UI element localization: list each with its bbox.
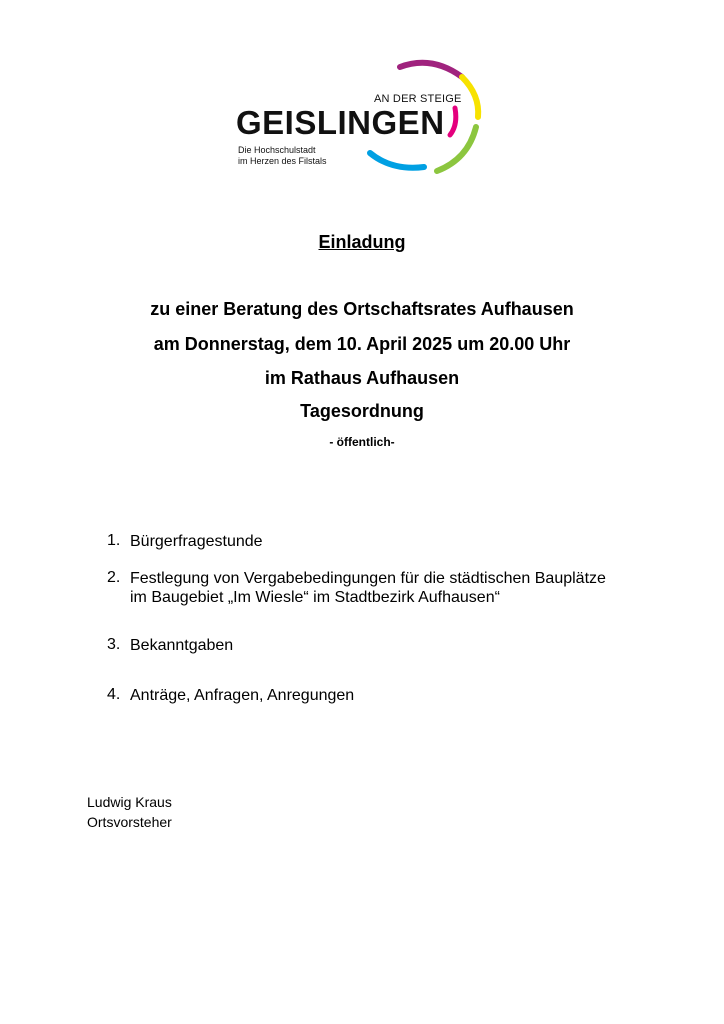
agenda-item-text (130, 569, 606, 607)
logo-name: GEISLINGEN (236, 104, 445, 141)
city-logo (232, 55, 492, 180)
agenda-item-number: 2. (107, 569, 121, 586)
heading-line2: am Donnerstag, dem 10. April 2025 um 20.00 Uhr (153, 334, 571, 354)
signature-role: Ortsvorsteher (87, 814, 172, 830)
heading-line3: im Rathaus Aufhausen (264, 368, 460, 388)
logo-subtitle-line1: Die Hochschulstadt (238, 145, 316, 155)
agenda-item-number: 3. (107, 636, 121, 653)
heading-line5: - öffentlich- (329, 435, 395, 449)
page-title: Einladung (318, 232, 406, 252)
agenda-item-line: Anträge, Anfragen, Anregungen (130, 687, 355, 704)
agenda-item-number: 4. (107, 686, 121, 703)
agenda-item-line: Festlegung von Vergabebedingungen für die städtischen Bauplätze (130, 570, 606, 587)
agenda-item-text (130, 686, 354, 705)
logo-subtitle (238, 145, 327, 167)
agenda-item-line: Bekanntgaben (130, 637, 234, 654)
heading-line1: zu einer Beratung des Ortschaftsrates Aufhausen (150, 299, 574, 319)
signature-name: Ludwig Kraus (87, 794, 172, 810)
agenda-item-text (130, 636, 233, 655)
heading-line4: Tagesordnung (300, 401, 424, 421)
agenda-item-text (130, 532, 263, 551)
agenda-item-line: Bürgerfragestunde (130, 533, 263, 550)
agenda-item-number: 1. (107, 532, 121, 549)
logo-top-text: AN DER STEIGE (374, 93, 462, 105)
signature-block (87, 792, 172, 832)
logo-subtitle-line2: im Herzen des Filstals (238, 156, 327, 166)
agenda-item-line: im Baugebiet „Im Wiesle“ im Stadtbezirk Aufhausen“ (130, 589, 500, 606)
